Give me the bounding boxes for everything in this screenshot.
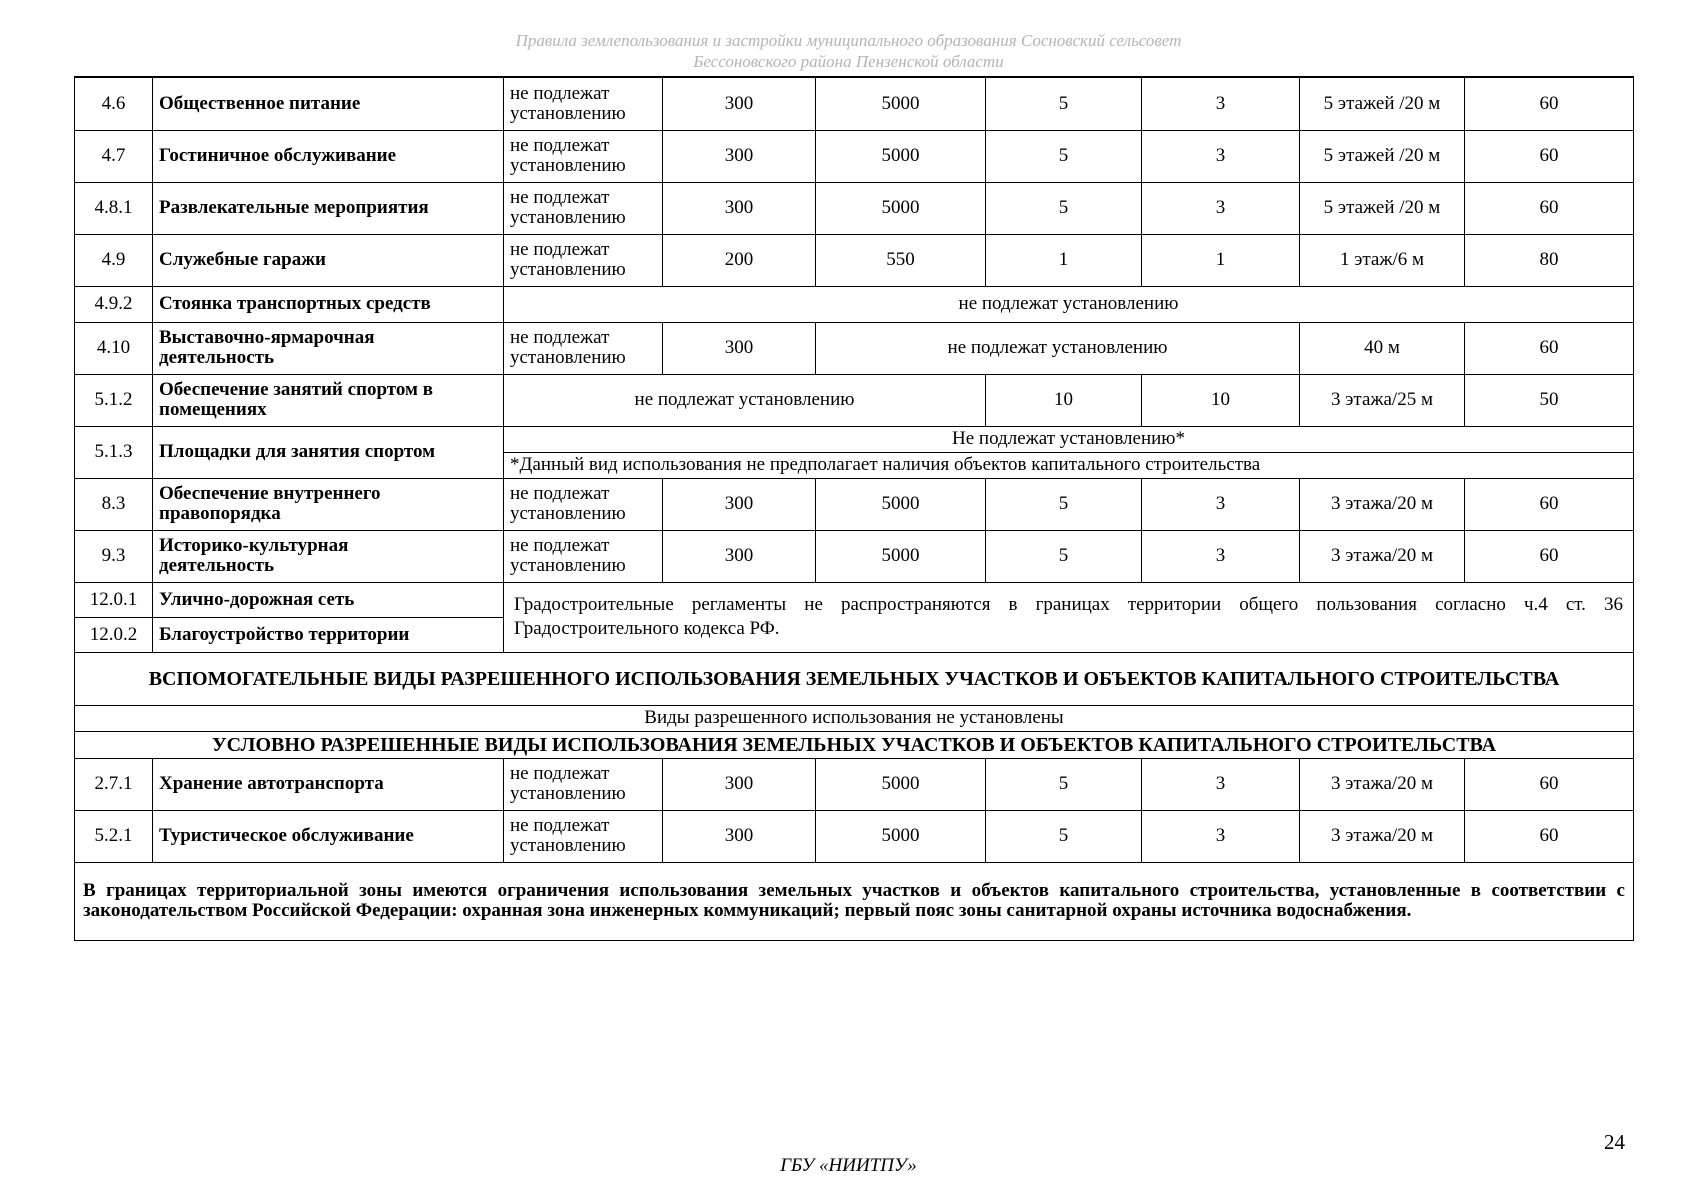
auxiliary-section-text: Виды разрешенного использования не установлены (75, 705, 1634, 731)
row-code: 4.7 (75, 130, 153, 182)
indent-cell: 5 (986, 130, 1142, 182)
running-header (0, 30, 1697, 72)
table-row (75, 322, 1634, 374)
table-row (75, 530, 1634, 582)
height-cell: 1 этаж/6 м (1300, 234, 1465, 286)
row-code: 4.6 (75, 77, 153, 130)
indent-cell-2: 3 (1142, 810, 1300, 862)
not-established-cell: не подлежат установлению (504, 374, 986, 426)
row-name: Обеспечение внутреннего правопорядка (153, 478, 504, 530)
row-code: 5.1.3 (75, 426, 153, 478)
table-row (75, 130, 1634, 182)
coverage-cell: 80 (1465, 234, 1634, 286)
row-code: 5.2.1 (75, 810, 153, 862)
row-name: Площадки для занятия спортом (153, 426, 504, 478)
min-area-cell: 300 (663, 182, 816, 234)
row-code: 4.8.1 (75, 182, 153, 234)
row-name: Благоустройство территории (153, 617, 504, 652)
indent-cell: 5 (986, 478, 1142, 530)
section-row (75, 652, 1634, 705)
table-row (75, 182, 1634, 234)
indent-cell-2: 3 (1142, 182, 1300, 234)
coverage-cell: 60 (1465, 810, 1634, 862)
indent-cell-2: 3 (1142, 77, 1300, 130)
height-cell: 40 м (1300, 322, 1465, 374)
indent-cell-2: 3 (1142, 130, 1300, 182)
max-area-cell: 550 (816, 234, 986, 286)
height-cell: 5 этажей /20 м (1300, 130, 1465, 182)
max-area-cell: 5000 (816, 530, 986, 582)
min-width-cell: не подлежат установлению (504, 322, 663, 374)
row-name: Стоянка транспортных средств (153, 286, 504, 322)
row-name: Хранение автотранспорта (153, 758, 504, 810)
max-area-cell: 5000 (816, 130, 986, 182)
section-row (75, 731, 1634, 758)
table-row (75, 234, 1634, 286)
indent-cell-2: 3 (1142, 530, 1300, 582)
indent-cell-2: 1 (1142, 234, 1300, 286)
indent-cell-2: 10 (1142, 374, 1300, 426)
max-area-cell: 5000 (816, 182, 986, 234)
row-code: 4.9.2 (75, 286, 153, 322)
header-line-2: Бессоновского района Пензенской области (693, 52, 1004, 71)
min-width-cell: не подлежат установлению (504, 530, 663, 582)
indent-cell: 5 (986, 530, 1142, 582)
coverage-cell: 60 (1465, 130, 1634, 182)
regulations-table (74, 76, 1634, 941)
height-cell: 5 этажей /20 м (1300, 182, 1465, 234)
row-name: Туристическое обслуживание (153, 810, 504, 862)
coverage-cell: 60 (1465, 478, 1634, 530)
min-area-cell: 300 (663, 530, 816, 582)
table-row (75, 582, 1634, 617)
min-width-cell: не подлежат установлению (504, 77, 663, 130)
row-code: 12.0.2 (75, 617, 153, 652)
row-code: 5.1.2 (75, 374, 153, 426)
coverage-cell: 50 (1465, 374, 1634, 426)
indent-cell: 5 (986, 758, 1142, 810)
note-row (75, 862, 1634, 940)
min-width-cell: не подлежат установлению (504, 478, 663, 530)
auxiliary-section-heading: ВСПОМОГАТЕЛЬНЫЕ ВИДЫ РАЗРЕШЕННОГО ИСПОЛЬЗОВАНИЯ ЗЕМЕЛЬНЫХ УЧАСТКОВ И ОБЪЕКТОВ КАПИТАЛЬНОГО СТРОИТЕЛЬСТВА (75, 652, 1634, 705)
min-area-cell: 300 (663, 77, 816, 130)
min-area-cell: 300 (663, 758, 816, 810)
min-width-cell: не подлежат установлению (504, 130, 663, 182)
indent-cell: 10 (986, 374, 1142, 426)
indent-cell: 5 (986, 77, 1142, 130)
row-code: 8.3 (75, 478, 153, 530)
min-area-cell: 300 (663, 810, 816, 862)
indent-cell: 5 (986, 810, 1142, 862)
urban-regulations-note: Градостроительные регламенты не распространяются в границах территории общего пользования согласно ч.4 ст. 36 Градостроительного кодекса РФ. (504, 582, 1634, 652)
header-line-1: Правила землепользования и застройки муниципального образования Сосновский сельсовет (515, 31, 1182, 50)
coverage-cell: 60 (1465, 530, 1634, 582)
height-cell: 3 этажа/20 м (1300, 810, 1465, 862)
table-row (75, 374, 1634, 426)
coverage-cell: 60 (1465, 182, 1634, 234)
max-area-cell: 5000 (816, 77, 986, 130)
table-row (75, 286, 1634, 322)
indent-cell-2: 3 (1142, 478, 1300, 530)
max-area-cell: 5000 (816, 478, 986, 530)
row-name: Общественное питание (153, 77, 504, 130)
min-width-cell: не подлежат установлению (504, 810, 663, 862)
min-area-cell: 300 (663, 322, 816, 374)
not-established-cell: не подлежат установлению (816, 322, 1300, 374)
row-name: Гостиничное обслуживание (153, 130, 504, 182)
row-code: 9.3 (75, 530, 153, 582)
height-cell: 3 этажа/20 м (1300, 758, 1465, 810)
indent-cell: 1 (986, 234, 1142, 286)
max-area-cell: 5000 (816, 810, 986, 862)
row-name: Обеспечение занятий спортом в помещениях (153, 374, 504, 426)
min-area-cell: 200 (663, 234, 816, 286)
min-area-cell: 300 (663, 478, 816, 530)
table-row (75, 478, 1634, 530)
not-established-cell: Не подлежат установлению* (504, 426, 1634, 452)
min-area-cell: 300 (663, 130, 816, 182)
restrictions-note: В границах территориальной зоны имеются ограничения использования земельных участков и объектов капитального строительства, установленные в соответствии с законодательством Российской Федерации: охранная зона инженерных коммуникаций; первый пояс зоны санитарной охраны источника водоснабжения. (75, 862, 1634, 940)
coverage-cell: 60 (1465, 322, 1634, 374)
indent-cell: 5 (986, 182, 1142, 234)
conditional-section-heading: УСЛОВНО РАЗРЕШЕННЫЕ ВИДЫ ИСПОЛЬЗОВАНИЯ ЗЕМЕЛЬНЫХ УЧАСТКОВ И ОБЪЕКТОВ КАПИТАЛЬНОГО СТРОИТЕЛЬСТВА (75, 731, 1634, 758)
height-cell: 3 этажа/20 м (1300, 530, 1465, 582)
coverage-cell: 60 (1465, 77, 1634, 130)
min-width-cell: не подлежат установлению (504, 182, 663, 234)
height-cell: 5 этажей /20 м (1300, 77, 1465, 130)
row-name: Развлекательные мероприятия (153, 182, 504, 234)
table-row (75, 810, 1634, 862)
row-name: Улично-дорожная сеть (153, 582, 504, 617)
row-code: 12.0.1 (75, 582, 153, 617)
not-established-cell: не подлежат установлению (504, 286, 1634, 322)
indent-cell-2: 3 (1142, 758, 1300, 810)
min-width-cell: не подлежат установлению (504, 758, 663, 810)
table-row (75, 758, 1634, 810)
section-row (75, 705, 1634, 731)
row-code: 2.7.1 (75, 758, 153, 810)
min-width-cell: не подлежат установлению (504, 234, 663, 286)
height-cell: 3 этажа/20 м (1300, 478, 1465, 530)
height-cell: 3 этажа/25 м (1300, 374, 1465, 426)
row-name: Служебные гаражи (153, 234, 504, 286)
footnote-cell: *Данный вид использования не предполагает наличия объектов капитального строительства (504, 452, 1634, 478)
page-footer: ГБУ «НИИТПУ» (780, 1155, 917, 1176)
row-name: Историко-культурная деятельность (153, 530, 504, 582)
table-row (75, 77, 1634, 130)
row-code: 4.9 (75, 234, 153, 286)
row-name: Выставочно-ярмарочная деятельность (153, 322, 504, 374)
table-row (75, 426, 1634, 452)
row-code: 4.10 (75, 322, 153, 374)
max-area-cell: 5000 (816, 758, 986, 810)
page-number: 24 (1604, 1130, 1625, 1154)
coverage-cell: 60 (1465, 758, 1634, 810)
